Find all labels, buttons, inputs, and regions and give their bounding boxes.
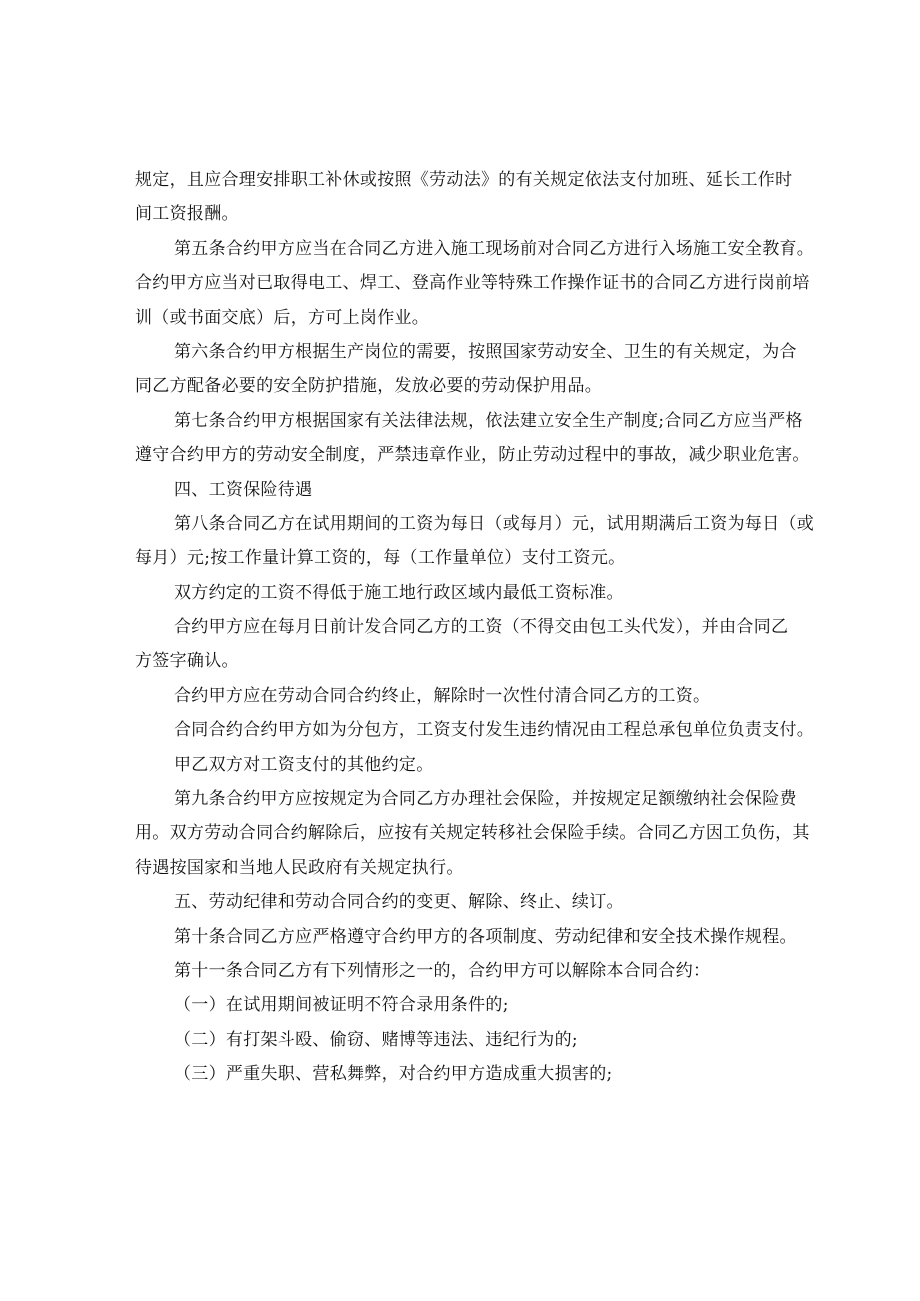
text-line: 用。双方劳动合同合约解除后，应按有关规定转移社会保险手续。合同乙方因工负伤，其 — [135, 823, 810, 844]
text-line: （二）有打架斗殴、偷窃、赌博等违法、违纪行为的; — [174, 1029, 578, 1050]
text-line: 双方约定的工资不得低于施工地行政区域内最低工资标准。 — [174, 582, 624, 603]
text-line: 合约甲方应在劳动合同合约终止，解除时一次性付清合同乙方的工资。 — [174, 685, 711, 706]
text-line: 待遇按国家和当地人民政府有关规定执行。 — [135, 857, 464, 878]
text-line: （一）在试用期间被证明不符合录用条件的; — [174, 995, 509, 1016]
document-body — [135, 163, 815, 1092]
text-line: 第八条合同乙方在试用期间的工资为每日（或每月）元，试用期满后工资为每日（或 — [174, 513, 815, 534]
text-line: 四、工资保险待遇 — [174, 479, 313, 500]
text-line: 合同合约合约甲方如为分包方，工资支付发生违约情况由工程总承包单位负责支付。 — [174, 720, 815, 741]
text-line: 第九条合约甲方应按规定为合同乙方办理社会保险，并按规定足额缴纳社会保险费 — [174, 789, 797, 810]
text-line: 同乙方配备必要的安全防护措施，发放必要的劳动保护用品。 — [135, 376, 603, 397]
text-line: 训（或书面交底）后，方可上岗作业。 — [135, 307, 430, 328]
text-line: 合约甲方应在每月日前计发合同乙方的工资（不得交由包工头代发），并由合同乙 — [174, 617, 789, 638]
text-line: 间工资报酬。 — [135, 204, 239, 225]
text-line: 合约甲方应当对已取得电工、焊工、登高作业等特殊工作操作证书的合同乙方进行岗前培 — [135, 273, 810, 294]
text-line: 方签字确认。 — [135, 651, 239, 672]
text-line: 甲乙双方对工资支付的其他约定。 — [174, 754, 434, 775]
text-line: 第十一条合同乙方有下列情形之一的，合约甲方可以解除本合同合约： — [174, 960, 711, 981]
text-line: 第七条合约甲方根据国家有关法律法规，依法建立安全生产制度;合同乙方应当严格 — [174, 410, 803, 431]
text-line: （三）严重失职、营私舞弊，对合约甲方造成重大损害的; — [174, 1064, 613, 1085]
text-line: 第五条合约甲方应当在合同乙方进入施工现场前对合同乙方进行入场施工安全教育。 — [174, 238, 815, 259]
text-line: 第十条合同乙方应严格遵守合约甲方的各项制度、劳动纪律和安全技术操作规程。 — [174, 926, 797, 947]
text-line: 遵守合约甲方的劳动安全制度，严禁违章作业，防止劳动过程中的事故，减少职业危害。 — [135, 445, 810, 466]
text-line: 五、劳动纪律和劳动合同合约的变更、解除、终止、续订。 — [174, 892, 624, 913]
text-line: 规定，且应合理安排职工补休或按照《劳动法》的有关规定依法支付加班、延长工作时 — [135, 170, 793, 190]
text-line: 第六条合约甲方根据生产岗位的需要，按照国家劳动安全、卫生的有关规定，为合 — [174, 341, 797, 362]
text-line: 每月）元;按工作量计算工资的，每（工作量单位）支付工资元。 — [135, 548, 626, 569]
